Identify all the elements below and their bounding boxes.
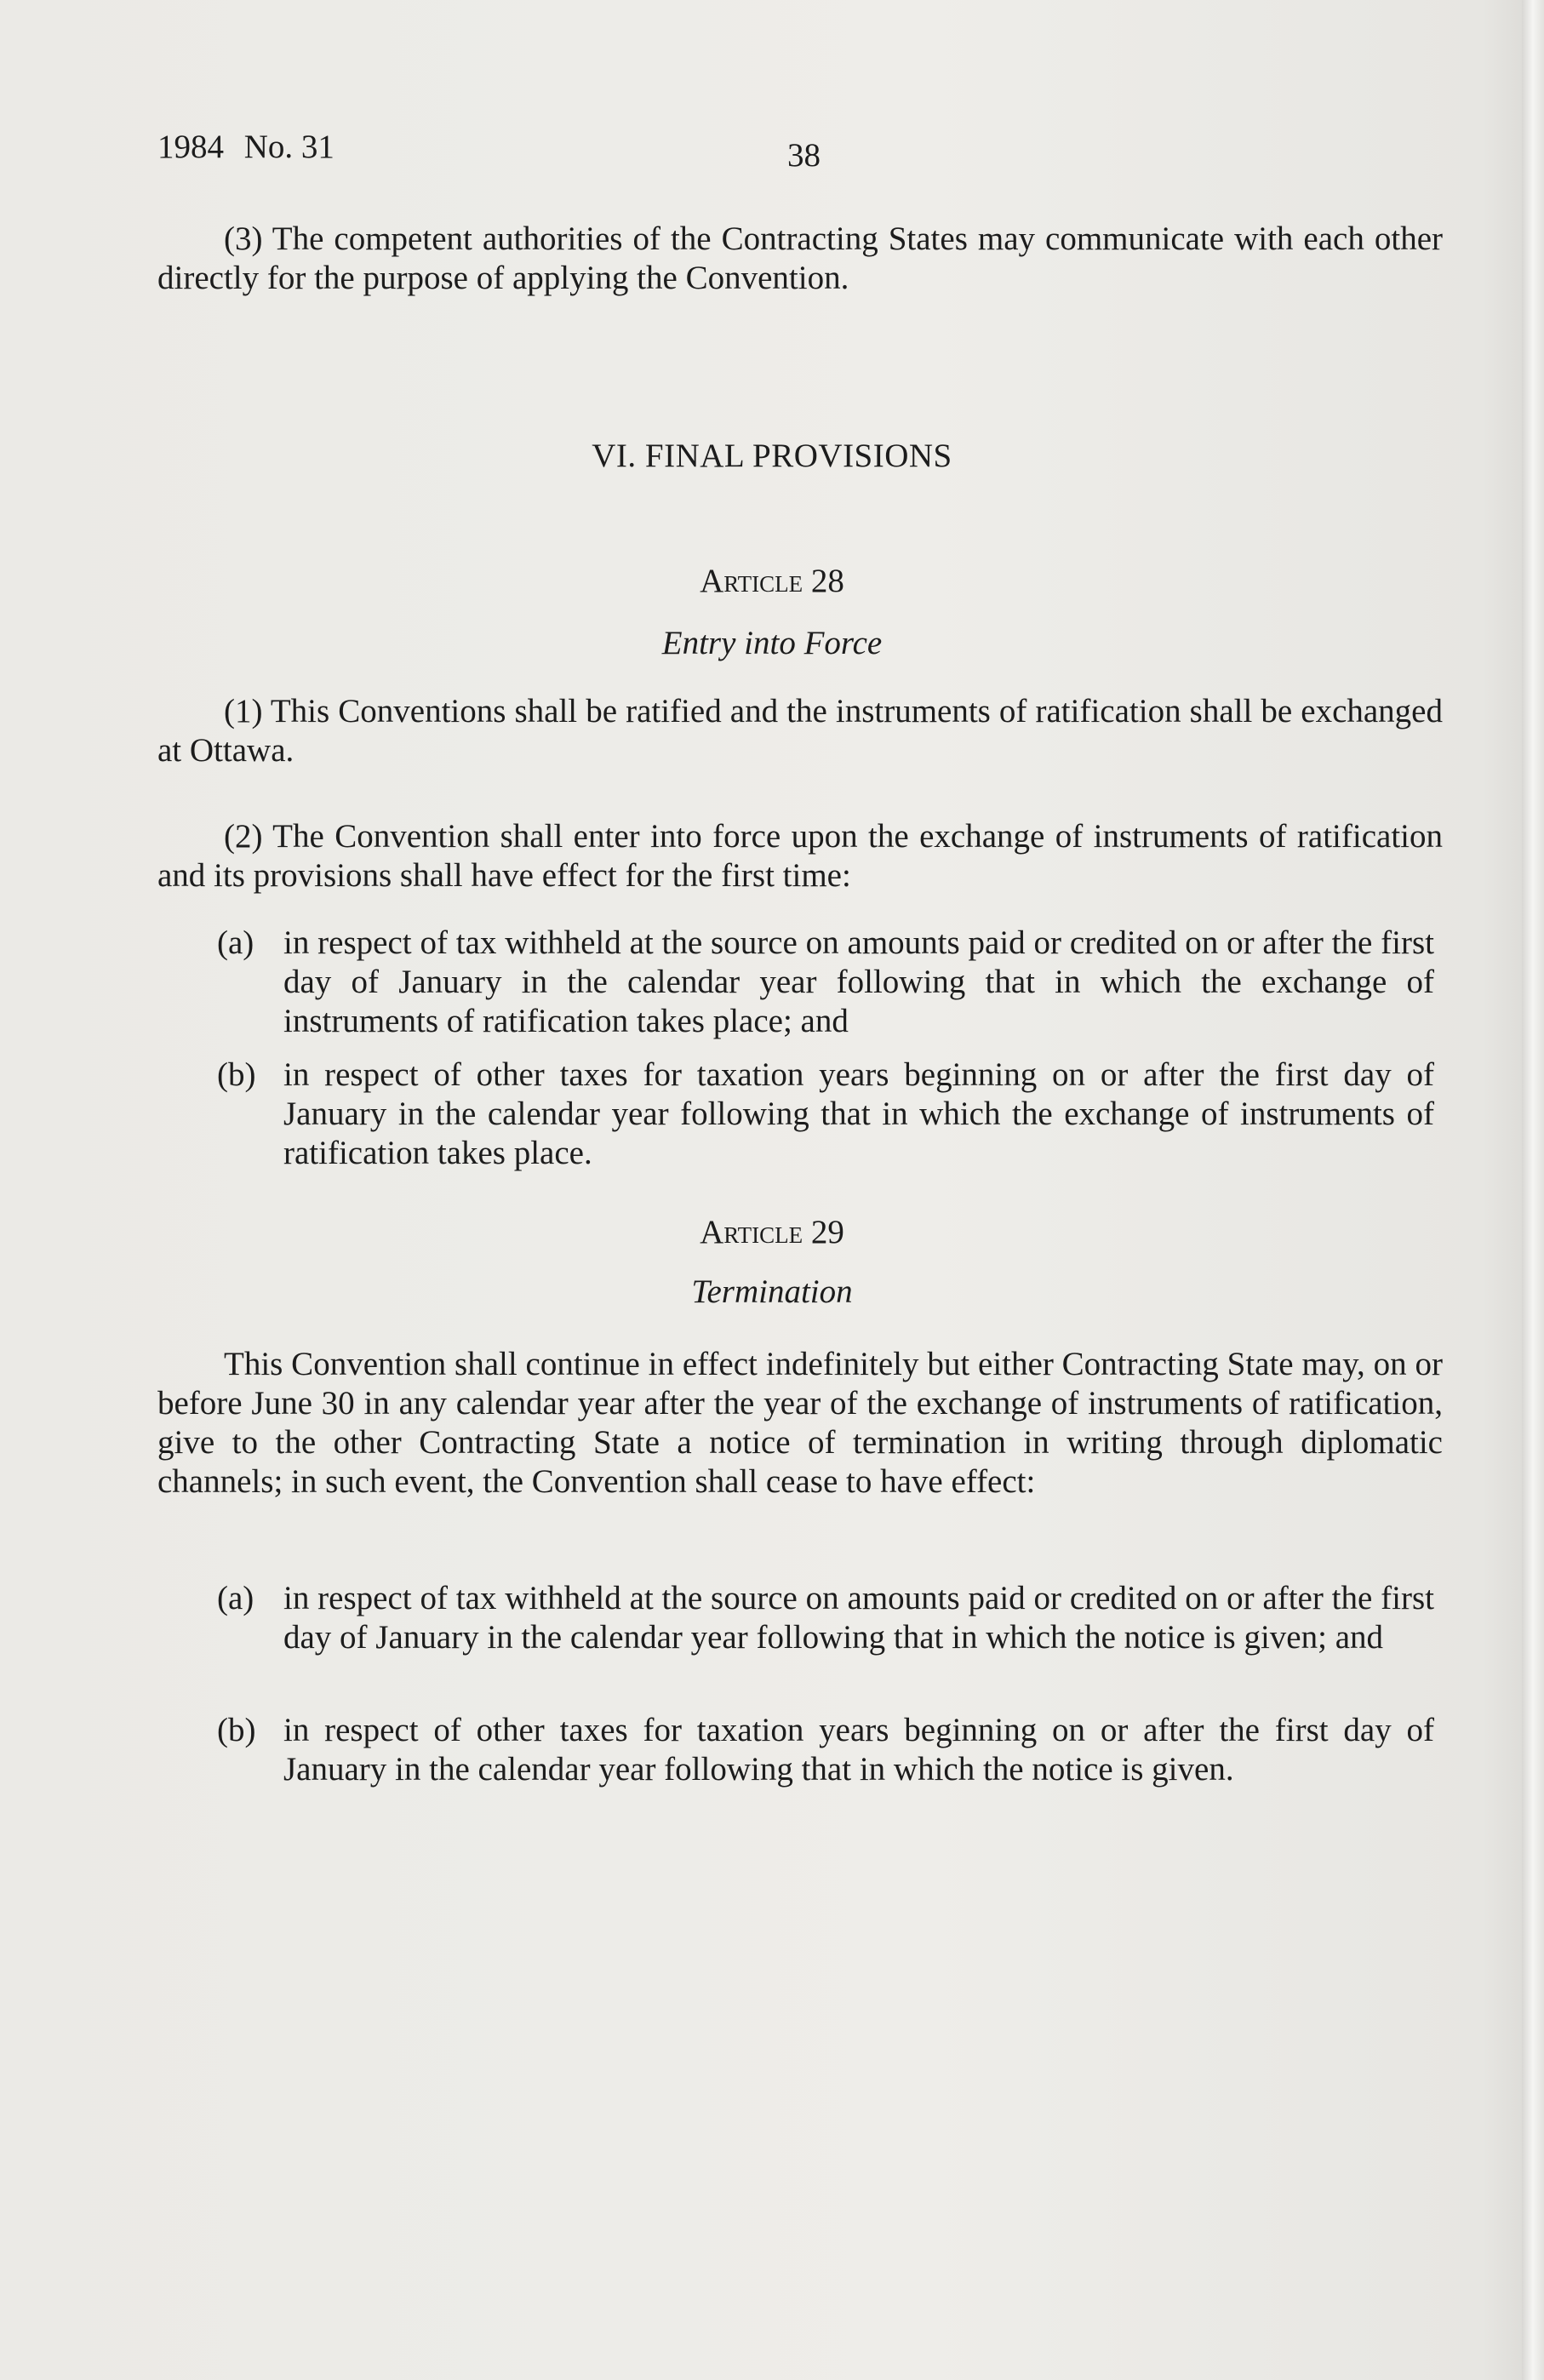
article-29-title: Article 29: [700, 1214, 844, 1250]
article-28-subtitle: Entry into Force: [661, 625, 883, 661]
article-28-item-b: [217, 1056, 1434, 1173]
paragraph-3: (3) The competent authorities of the Contracting States may communicate with each other directly for the purpose of applying the Convention.: [157, 220, 1443, 296]
page-binding-edge: [1522, 0, 1544, 2380]
show-through-shading: [153, 238, 1447, 749]
item-label: (b): [217, 1056, 256, 1093]
article-29-item-a: [217, 1579, 1434, 1657]
article-29-paragraph-1: This Convention shall continue in effect indefinitely but either Contracting State may, on or before June 30 in any calendar year after the year of the exchange of instruments of ratification, give to the other Contracting State a notice of termination in writing through diplomatic channels; in such event, the Convention shall cease to have effect:: [157, 1346, 1443, 1500]
article-29-item-b: [217, 1711, 1434, 1789]
header-number: No. 31: [243, 129, 335, 165]
item-text: in respect of tax withheld at the source on amounts paid or credited on or after the first day of January in the calendar year following that in which the exchange of instruments of ratification takes place; and: [283, 924, 1434, 1039]
item-text: in respect of other taxes for taxation years beginning on or after the first day of January in the calendar year following that in which the exchange of instruments of ratification takes place.: [283, 1056, 1434, 1171]
item-label: (b): [217, 1712, 256, 1748]
item-text: in respect of tax withheld at the source on amounts paid or credited on or after the first day of January in the calendar year following that in which the notice is given; and: [283, 1580, 1434, 1656]
article-28-paragraph-1: (1) This Conventions shall be ratified and the instruments of ratification shall be exchanged at Ottawa.: [157, 693, 1443, 769]
article-29-subtitle: Termination: [691, 1273, 853, 1310]
item-label: (a): [217, 1580, 254, 1616]
item-text: in respect of other taxes for taxation years beginning on or after the first day of January in the calendar year following that in which the notice is given.: [283, 1712, 1434, 1788]
section-title: VI. FINAL PROVISIONS: [592, 438, 952, 474]
page-number: 38: [787, 137, 821, 174]
header-year: 1984: [157, 129, 224, 165]
article-28-item-a: [217, 924, 1434, 1041]
item-label: (a): [217, 924, 254, 961]
article-28-title: Article 28: [700, 563, 844, 599]
page-header: [157, 128, 335, 166]
article-28-paragraph-2: (2) The Convention shall enter into force upon the exchange of instruments of ratification and its provisions shall have effect for the first time:: [157, 818, 1443, 894]
